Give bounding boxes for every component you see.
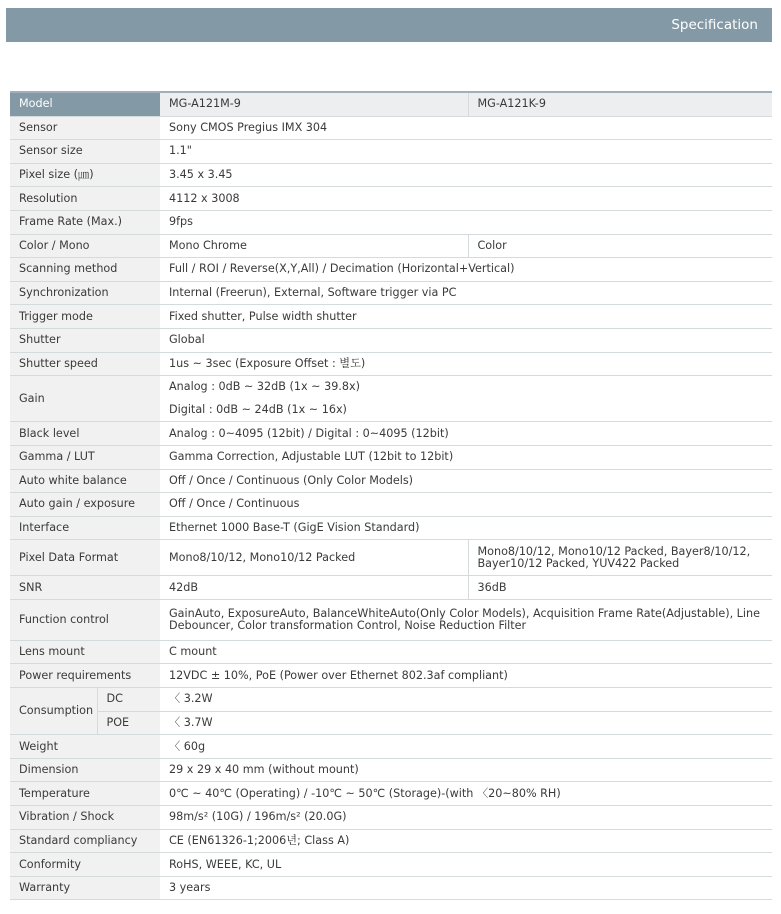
row-value-m: Mono8/10/12, Mono10/12 Packed xyxy=(160,540,468,576)
row-value: 98m/s² (10G) / 196m/s² (20.0G) xyxy=(160,806,772,830)
table-row xyxy=(10,376,772,399)
row-label: Gain xyxy=(10,376,160,422)
table-row xyxy=(10,829,772,853)
row-value: 12VDC ± 10%, PoE (Power over Ethernet 802.3af compliant) xyxy=(160,664,772,688)
table-row xyxy=(10,540,772,576)
row-label: Gamma / LUT xyxy=(10,445,160,469)
row-label: Vibration / Shock xyxy=(10,806,160,830)
table-row xyxy=(10,735,772,759)
table-row xyxy=(10,258,772,282)
table-row xyxy=(10,445,772,469)
table-row xyxy=(10,711,772,735)
table-row xyxy=(10,469,772,493)
row-label: Pixel Data Format xyxy=(10,540,160,576)
table-row xyxy=(10,640,772,664)
row-value: Digital : 0dB ~ 24dB (1x ~ 16x) xyxy=(160,399,772,422)
table-row xyxy=(10,352,772,376)
row-label: Pixel size (㎛) xyxy=(10,163,160,187)
table-row xyxy=(10,493,772,517)
row-value: Global xyxy=(160,328,772,352)
row-value: Off / Once / Continuous (Only Color Models) xyxy=(160,469,772,493)
row-label: Temperature xyxy=(10,782,160,806)
table-row xyxy=(10,140,772,164)
header-bar xyxy=(6,8,772,42)
table-row xyxy=(10,116,772,140)
row-label: Black level xyxy=(10,422,160,446)
row-value: GainAuto, ExposureAuto, BalanceWhiteAuto(Only Color Models), Acquisition Frame Rate(Adjustable), Line Debouncer, Color transformation Control, Noise Reduction Filter xyxy=(160,599,772,640)
row-value: 4112 x 3008 xyxy=(160,187,772,211)
row-value: Analog : 0dB ~ 32dB (1x ~ 39.8x) xyxy=(160,376,772,399)
row-label: Synchronization xyxy=(10,281,160,305)
row-label: Sensor xyxy=(10,116,160,140)
row-value-k: 36dB xyxy=(468,576,772,600)
row-label: Function control xyxy=(10,599,160,640)
row-value: 9fps xyxy=(160,210,772,234)
table-row xyxy=(10,234,772,258)
row-value-k: Color xyxy=(468,234,772,258)
sub-label: POE xyxy=(97,711,160,735)
row-value: 〈 60g xyxy=(160,735,772,759)
row-label: Lens mount xyxy=(10,640,160,664)
row-label: Interface xyxy=(10,516,160,540)
table-row xyxy=(10,422,772,446)
row-value: 3 years xyxy=(160,876,772,900)
row-label: Standard compliancy xyxy=(10,829,160,853)
sub-label: DC xyxy=(97,688,160,712)
table-row xyxy=(10,806,772,830)
row-label: SNR xyxy=(10,576,160,600)
table-row xyxy=(10,163,772,187)
row-value: RoHS, WEEE, KC, UL xyxy=(160,853,772,877)
row-label: Frame Rate (Max.) xyxy=(10,210,160,234)
row-value: 3.45 x 3.45 xyxy=(160,163,772,187)
row-value-k: Mono8/10/12, Mono10/12 Packed, Bayer8/10/12, Bayer10/12 Packed, YUV422 Packed xyxy=(468,540,772,576)
row-label: Model xyxy=(10,92,160,116)
table-row xyxy=(10,664,772,688)
table-row xyxy=(10,281,772,305)
row-value: 〈 3.7W xyxy=(160,711,772,735)
table-row xyxy=(10,516,772,540)
row-value: Gamma Correction, Adjustable LUT (12bit to 12bit) xyxy=(160,445,772,469)
table-row xyxy=(10,688,772,712)
table-row xyxy=(10,328,772,352)
table-row xyxy=(10,187,772,211)
row-value: Internal (Freerun), External, Software trigger via PC xyxy=(160,281,772,305)
row-label: Resolution xyxy=(10,187,160,211)
row-label: Shutter xyxy=(10,328,160,352)
table-row xyxy=(10,782,772,806)
row-value: Sony CMOS Pregius IMX 304 xyxy=(160,116,772,140)
table-row xyxy=(10,758,772,782)
model-m: MG-A121M-9 xyxy=(160,92,468,116)
table-row xyxy=(10,599,772,640)
row-label: Power requirements xyxy=(10,664,160,688)
row-label: Dimension xyxy=(10,758,160,782)
row-label: Conformity xyxy=(10,853,160,877)
spec-table xyxy=(10,91,772,900)
table-row xyxy=(10,305,772,329)
row-label: Trigger mode xyxy=(10,305,160,329)
row-value: 1us ~ 3sec (Exposure Offset : 별도) xyxy=(160,352,772,376)
row-value: 1.1" xyxy=(160,140,772,164)
row-label: Auto gain / exposure xyxy=(10,493,160,517)
row-value: C mount xyxy=(160,640,772,664)
row-value: 0℃ ~ 40℃ (Operating) / -10℃ ~ 50℃ (Storage)-(with 〈20~80% RH) xyxy=(160,782,772,806)
row-label: Warranty xyxy=(10,876,160,900)
row-value: 〈 3.2W xyxy=(160,688,772,712)
table-row xyxy=(10,576,772,600)
row-label: Auto white balance xyxy=(10,469,160,493)
row-value: Fixed shutter, Pulse width shutter xyxy=(160,305,772,329)
row-value: Off / Once / Continuous xyxy=(160,493,772,517)
table-row-model xyxy=(10,92,772,116)
row-label: Sensor size xyxy=(10,140,160,164)
row-label: Color / Mono xyxy=(10,234,160,258)
row-value-m: 42dB xyxy=(160,576,468,600)
table-row xyxy=(10,853,772,877)
model-k: MG-A121K-9 xyxy=(468,92,772,116)
row-value: Ethernet 1000 Base-T (GigE Vision Standard) xyxy=(160,516,772,540)
row-value: Full / ROI / Reverse(X,Y,All) / Decimation (Horizontal+Vertical) xyxy=(160,258,772,282)
row-label: Weight xyxy=(10,735,160,759)
table-row xyxy=(10,876,772,900)
row-value-m: Mono Chrome xyxy=(160,234,468,258)
row-value: CE (EN61326-1;2006년; Class A) xyxy=(160,829,772,853)
row-label: Scanning method xyxy=(10,258,160,282)
row-value: Analog : 0~4095 (12bit) / Digital : 0~4095 (12bit) xyxy=(160,422,772,446)
header-title: Specification xyxy=(671,17,758,33)
row-value: 29 x 29 x 40 mm (without mount) xyxy=(160,758,772,782)
row-label: Consumption xyxy=(10,688,97,735)
row-label: Shutter speed xyxy=(10,352,160,376)
table-row xyxy=(10,210,772,234)
